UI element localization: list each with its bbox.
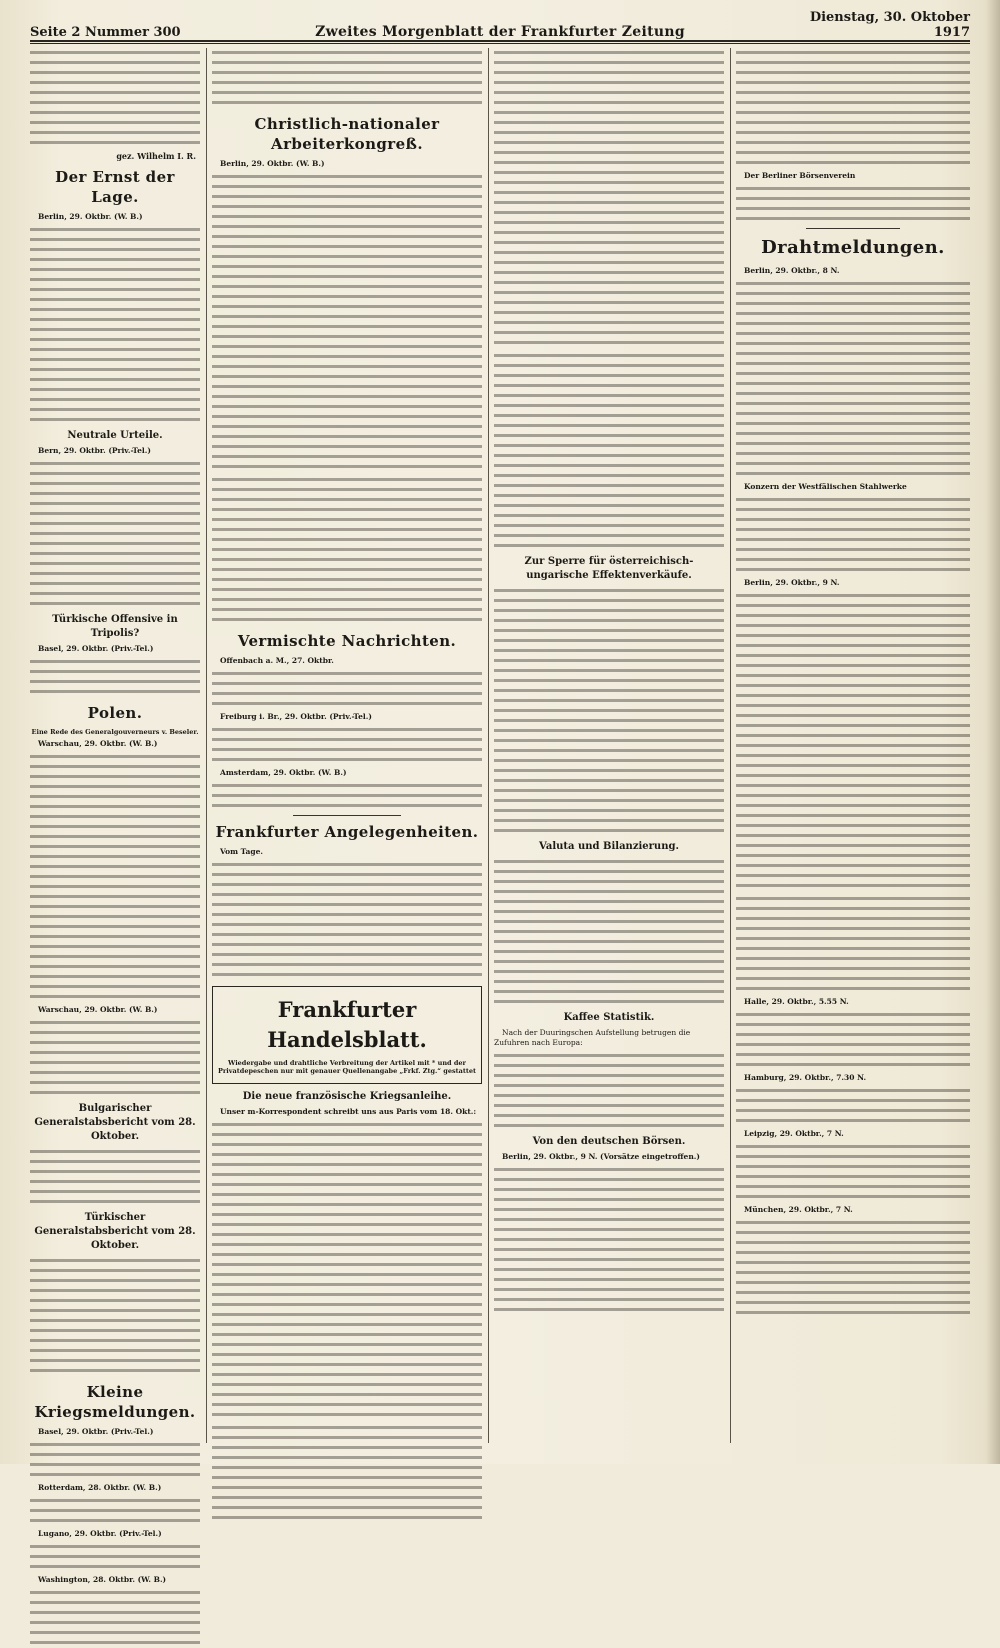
article-text [736, 171, 970, 181]
body-text [736, 1142, 970, 1202]
masthead-rule [30, 43, 970, 44]
body-text [736, 1010, 970, 1070]
body-text [30, 459, 200, 609]
heading-sperre-effektenverkaeufe: Zur Sperre für österreichisch-ungarische Effektenverkäufe. [524, 556, 694, 581]
section-divider [806, 228, 900, 229]
dateline: Berlin, 29. Oktbr., 9 N. (Vorsätze eingetroffen.) [502, 1152, 700, 1161]
column-2 [212, 48, 482, 1443]
body-text [494, 857, 724, 1007]
subheading-polen: Eine Rede des Generalgouverneurs v. Beseler. [31, 728, 199, 736]
column-1 [30, 48, 200, 1584]
dateline: Bern, 29. Oktbr. (Priv.-Tel.) [38, 446, 151, 455]
body-text [212, 669, 482, 709]
article-text [212, 712, 482, 722]
body-text [30, 1440, 200, 1480]
column-3 [494, 48, 724, 1443]
heading-arbeiterkongress: Christlich-nationaler Arbeiterkongreß. [254, 115, 440, 153]
heading-vermischte-nachrichten: Vermischte Nachrichten. [237, 632, 457, 650]
article-lead: Nach der Duuringschen Aufstellung betrugen die Zufuhren nach Europa: [494, 1028, 691, 1047]
article-text [736, 997, 970, 1007]
issue-date: Dienstag, 30. Oktober 1917 [809, 10, 970, 40]
body-text [30, 1018, 200, 1098]
body-text [736, 894, 970, 994]
body-text [212, 1120, 482, 1420]
article-text [212, 847, 482, 857]
heading-polen: Polen. [87, 704, 143, 722]
body-text [736, 48, 970, 168]
article-text [212, 768, 482, 778]
subject-heading: Konzern der Westfälischen Stahlwerke [744, 482, 907, 491]
dateline: Der Berliner Börsenverein [744, 171, 856, 180]
heading-tripolis: Türkische Offensive in Tripolis? [52, 614, 178, 639]
dateline: Basel, 29. Oktbr. (Priv.-Tel.) [38, 1427, 154, 1436]
column-rule [488, 48, 489, 1443]
article-text [30, 1483, 200, 1493]
heading-neutrale-urteile: Neutrale Urteile. [67, 430, 163, 441]
dateline: Warschau, 29. Oktbr. (W. B.) [38, 1005, 158, 1014]
article-text [212, 656, 482, 666]
dateline: Leipzig, 29. Oktbr., 7 N. [744, 1129, 844, 1138]
article-text [30, 644, 200, 654]
article-text [212, 1107, 482, 1117]
body-text [736, 1086, 970, 1126]
body-text [30, 1147, 200, 1207]
dateline: Halle, 29. Oktbr., 5.55 N. [744, 997, 849, 1006]
dateline: Vom Tage. [220, 847, 264, 856]
article-text [736, 1205, 970, 1215]
body-text [212, 725, 482, 765]
body-text [212, 781, 482, 811]
body-text [736, 184, 970, 224]
heading-ernst-der-lage: Der Ernst der Lage. [55, 168, 175, 206]
dateline: Offenbach a. M., 27. Oktbr. [220, 656, 334, 665]
heading-deutsche-boersen: Von den deutschen Börsen. [532, 1136, 686, 1147]
handelsblatt-banner [212, 986, 482, 1084]
column-rule [730, 48, 731, 1443]
heading-drahtmeldungen: Drahtmeldungen. [761, 237, 945, 258]
dateline: Lugano, 29. Oktbr. (Priv.-Tel.) [38, 1529, 162, 1538]
dateline: München, 29. Oktbr., 7 N. [744, 1205, 853, 1214]
body-text [212, 475, 482, 625]
heading-kriegsanleihe: Die neue französische Kriegsanleihe. [242, 1091, 452, 1102]
article-text [30, 739, 200, 749]
article-text [736, 1129, 970, 1139]
handelsblatt-title: Frankfurter Handelsblatt. [267, 997, 427, 1052]
body-text [736, 279, 970, 479]
heading-frankfurter-angelegenheiten: Frankfurter Angelegenheiten. [215, 823, 479, 841]
body-text [494, 586, 724, 836]
masthead [30, 10, 970, 42]
body-text [494, 1165, 724, 1315]
dateline: Berlin, 29. Oktbr. (W. B.) [38, 212, 143, 221]
article-text [736, 1073, 970, 1083]
dateline: Rotterdam, 28. Oktbr. (W. B.) [38, 1483, 162, 1492]
article-text [494, 1028, 724, 1048]
heading-bulgarischer-bericht: Bulgarischer Generalstabsbericht vom 28. Oktober. [34, 1103, 196, 1142]
signature: gez. Wilhelm I. R. [116, 151, 196, 161]
page-number: Seite 2 Nummer 300 [30, 25, 181, 40]
column-rule [206, 48, 207, 1443]
body-text [212, 172, 482, 472]
newspaper-title: Zweites Morgenblatt der Frankfurter Zeitung [315, 24, 685, 40]
heading-kleine-kriegsmeldungen: Kleine Kriegsmeldungen. [34, 1383, 196, 1421]
article-text [30, 212, 200, 222]
body-text [30, 48, 200, 148]
handelsblatt-subtitle: Wiedergabe und drahtliche Verbreitung der Artikel mit * und der Privatdepeschen nur mit genauer Quellenangabe „Frkf. Ztg.“ gestattet [218, 1059, 476, 1075]
body-text [736, 591, 970, 891]
dateline: Warschau, 29. Oktbr. (W. B.) [38, 739, 158, 748]
article-text [30, 1005, 200, 1015]
heading-valuta: Valuta und Bilanzierung. [539, 841, 679, 852]
article-text [30, 1529, 200, 1539]
dateline: Unser m-Korrespondent schreibt uns aus Paris vom 18. Okt.: [220, 1107, 477, 1116]
dateline: Hamburg, 29. Oktbr., 7.30 N. [744, 1073, 867, 1082]
body-text [30, 225, 200, 425]
dateline: Amsterdam, 29. Oktbr. (W. B.) [220, 768, 347, 777]
body-text [30, 1588, 200, 1648]
body-text [736, 495, 970, 575]
body-text [30, 1256, 200, 1376]
body-text [30, 1542, 200, 1572]
heading-tuerkischer-bericht: Türkischer Generalstabsbericht vom 28. Oktober. [34, 1212, 196, 1251]
body-text [30, 752, 200, 1002]
body-text [494, 1051, 724, 1131]
article-text [30, 1427, 200, 1437]
section-divider [293, 815, 401, 816]
article-text [494, 1152, 724, 1162]
column-4 [736, 48, 970, 1443]
dateline: Berlin, 29. Oktbr., 9 N. [744, 578, 840, 587]
article-text [736, 266, 970, 276]
article-text [736, 578, 970, 588]
body-text [736, 1218, 970, 1318]
heading-kaffee-statistik: Kaffee Statistik. [563, 1012, 655, 1023]
article-text [30, 1575, 200, 1585]
body-text [212, 48, 482, 108]
dateline: Basel, 29. Oktbr. (Priv.-Tel.) [38, 644, 154, 653]
body-text [30, 1496, 200, 1526]
article-text [736, 482, 970, 492]
body-text [494, 351, 724, 551]
body-text [30, 657, 200, 697]
article-text [30, 446, 200, 456]
dateline: Berlin, 29. Oktbr. (W. B.) [220, 159, 325, 168]
article-text [212, 159, 482, 169]
body-text [212, 1423, 482, 1523]
dateline: Freiburg i. Br., 29. Oktbr. (Priv.-Tel.) [220, 712, 372, 721]
body-text [212, 860, 482, 980]
dateline: Berlin, 29. Oktbr., 8 N. [744, 266, 840, 275]
page-edge-shadow [986, 0, 1000, 1464]
body-text [494, 48, 724, 348]
dateline: Washington, 28. Oktbr. (W. B.) [38, 1575, 167, 1584]
